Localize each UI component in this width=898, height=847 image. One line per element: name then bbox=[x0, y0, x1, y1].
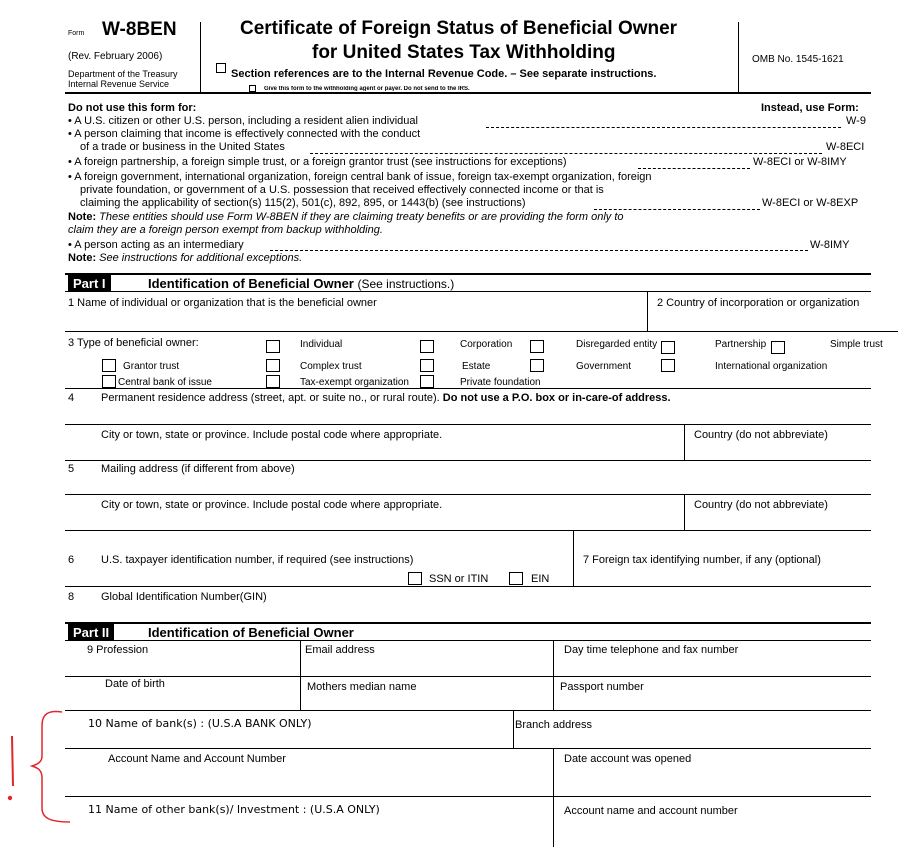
type-simple-trust: Simple trust bbox=[830, 339, 883, 350]
type-central-bank: Central bank of issue bbox=[118, 377, 212, 388]
divider bbox=[513, 710, 514, 748]
line8-label: Global Identification Number(GIN) bbox=[101, 591, 267, 603]
type-tax-exempt: Tax-exempt organization bbox=[300, 377, 409, 388]
do-not-use-heading: Do not use this form for: bbox=[68, 102, 197, 114]
type-international-org: International organization bbox=[715, 361, 828, 372]
line6-number: 6 bbox=[68, 554, 75, 566]
branch-address-label: Branch address bbox=[515, 719, 593, 731]
exclusion-form-w8eci: W-8ECI bbox=[826, 141, 865, 153]
dob-label: Date of birth bbox=[105, 678, 165, 690]
mothers-name-label: Mothers median name bbox=[307, 681, 417, 693]
line6-label: U.S. taxpayer identification number, if required (see instructions) bbox=[101, 554, 414, 566]
give-form-instruction: Give this form to the withholding agent or payer. Do not send to the IRS. bbox=[264, 86, 470, 91]
passport-label: Passport number bbox=[560, 681, 644, 693]
red-bracket-annotation-icon bbox=[0, 700, 80, 830]
email-label: Email address bbox=[305, 644, 375, 656]
part1-tag: Part I bbox=[68, 275, 111, 292]
rule bbox=[65, 494, 871, 495]
checkbox-individual[interactable] bbox=[266, 340, 280, 353]
checkbox-complex-trust[interactable] bbox=[266, 359, 280, 372]
rule bbox=[65, 748, 871, 749]
line4-number: 4 bbox=[68, 392, 75, 404]
dot-leader bbox=[310, 153, 822, 154]
checkbox-private-foundation[interactable] bbox=[420, 375, 434, 388]
rule bbox=[65, 291, 871, 292]
exclusion-form-w9: W-9 bbox=[846, 115, 866, 127]
rule bbox=[65, 530, 871, 531]
checkbox-give-form[interactable] bbox=[249, 85, 256, 92]
form-prefix: Form bbox=[68, 30, 85, 37]
type-grantor-trust: Grantor trust bbox=[123, 361, 180, 372]
line4-warning: Do not use a P.O. box or in-care-of address. bbox=[442, 392, 671, 404]
line10-bank-name: 10 Name of bank(s) : (U.S.A BANK ONLY) bbox=[88, 717, 312, 730]
type-corporation: Corporation bbox=[460, 339, 513, 350]
rule bbox=[65, 424, 871, 425]
checkbox-disregarded[interactable] bbox=[530, 340, 544, 353]
checkbox-international-org[interactable] bbox=[661, 359, 675, 372]
part1-title: Identification of Beneficial Owner bbox=[148, 276, 354, 291]
note-additional-exceptions: See instructions for additional exceptions. bbox=[99, 252, 303, 264]
header-divider-left bbox=[200, 22, 201, 92]
divider bbox=[553, 640, 554, 710]
form-title-line1: Certificate of Foreign Status of Beneficial Owner bbox=[240, 18, 678, 39]
line5-label: Mailing address (if different from above) bbox=[101, 463, 295, 475]
part2-tag: Part II bbox=[68, 624, 114, 641]
checkbox-partnership[interactable] bbox=[661, 341, 675, 354]
checkbox-grantor-trust[interactable] bbox=[102, 359, 116, 372]
rule bbox=[65, 796, 871, 797]
form-number: W-8BEN bbox=[102, 19, 177, 40]
divider bbox=[684, 424, 685, 460]
rule bbox=[65, 586, 871, 587]
line9-profession: 9 Profession bbox=[87, 644, 149, 656]
type-partnership: Partnership bbox=[715, 339, 767, 350]
divider bbox=[684, 494, 685, 530]
exclusion-trade-business: of a trade or business in the United States bbox=[80, 141, 285, 153]
type-private-foundation: Private foundation bbox=[460, 377, 541, 388]
city-label-2: City or town, state or province. Include postal code where appropriate. bbox=[101, 499, 443, 511]
dot-leader bbox=[594, 209, 760, 210]
ein-label: EIN bbox=[531, 573, 550, 585]
phone-label: Day time telephone and fax number bbox=[564, 644, 739, 656]
exclusion-private-foundation: private foundation, or government of a U.S. possession that received effectively connected income or that is bbox=[80, 184, 604, 196]
type-individual: Individual bbox=[300, 339, 343, 350]
note-treaty-line2: claim they are a foreign person exempt from backup withholding. bbox=[68, 224, 383, 236]
irs-label: Internal Revenue Service bbox=[68, 79, 170, 89]
divider bbox=[573, 530, 574, 586]
note-label: Note: bbox=[68, 211, 97, 223]
checkbox-central-bank[interactable] bbox=[102, 375, 116, 388]
exclusion-foreign-government: • A foreign government, international organization, foreign central bank of issue, foreign tax-exempt organization, foreign bbox=[68, 171, 652, 183]
exclusion-form-w8imy: W-8IMY bbox=[810, 239, 850, 251]
exclusion-form-w8eci-w8imy: W-8ECI or W-8IMY bbox=[753, 156, 847, 168]
type-estate: Estate bbox=[462, 361, 491, 372]
exclusion-form-w8eci-w8exp: W-8ECI or W-8EXP bbox=[762, 197, 859, 209]
checkbox-simple-trust[interactable] bbox=[771, 341, 785, 354]
checkbox-section-refs[interactable] bbox=[216, 63, 226, 73]
revision-date: (Rev. February 2006) bbox=[68, 51, 163, 62]
checkbox-government[interactable] bbox=[530, 359, 544, 372]
dot-leader bbox=[638, 168, 750, 169]
line1-label: 1 Name of individual or organization that is the beneficial owner bbox=[68, 297, 377, 309]
rule bbox=[65, 331, 898, 332]
city-label-1: City or town, state or province. Include postal code where appropriate. bbox=[101, 429, 443, 441]
rule bbox=[65, 460, 871, 461]
line4-label: Permanent residence address (street, apt. or suite no., or rural route). bbox=[101, 392, 440, 404]
checkbox-ssn-itin[interactable] bbox=[408, 572, 422, 585]
exclusion-us-citizen: • A U.S. citizen or other U.S. person, including a resident alien individual bbox=[68, 115, 418, 127]
ssn-itin-label: SSN or ITIN bbox=[429, 573, 489, 585]
exclusion-section-applicability: claiming the applicability of section(s) 115(2), 501(c), 892, 895, or 1443(b) (see instructions) bbox=[80, 197, 526, 209]
type-government: Government bbox=[576, 361, 632, 372]
line7-label: 7 Foreign tax identifying number, if any (optional) bbox=[583, 554, 821, 566]
checkbox-tax-exempt[interactable] bbox=[266, 375, 280, 388]
part2-top-rule bbox=[65, 622, 871, 624]
rule bbox=[65, 388, 871, 389]
divider bbox=[300, 640, 301, 710]
department: Department of the Treasury bbox=[68, 69, 178, 79]
line5-number: 5 bbox=[68, 463, 75, 475]
line8-number: 8 bbox=[68, 591, 75, 603]
rule bbox=[65, 640, 871, 641]
exclusion-effectively-connected: • A person claiming that income is effectively connected with the conduct bbox=[68, 128, 421, 140]
account2-label: Account name and account number bbox=[564, 805, 738, 817]
header-divider-right bbox=[738, 22, 739, 92]
section-references: Section references are to the Internal Revenue Code. – See separate instructions. bbox=[231, 68, 657, 80]
note-label-2: Note: bbox=[68, 252, 97, 264]
date-opened-label: Date account was opened bbox=[564, 753, 692, 765]
note-treaty-line1: These entities should use Form W-8BEN if they are claiming treaty benefits or are providing the form only to bbox=[99, 211, 624, 223]
line2-label: 2 Country of incorporation or organization bbox=[657, 297, 860, 309]
divider bbox=[553, 748, 554, 847]
country-label-2: Country (do not abbreviate) bbox=[694, 499, 828, 511]
dot-leader bbox=[270, 250, 808, 251]
header-rule bbox=[65, 92, 871, 94]
instead-use-heading: Instead, use Form: bbox=[761, 102, 859, 114]
rule bbox=[65, 710, 871, 711]
dot-leader bbox=[486, 127, 841, 128]
part1-top-rule bbox=[65, 273, 871, 275]
checkbox-ein[interactable] bbox=[509, 572, 523, 585]
form-title-line2: for United States Tax Withholding bbox=[312, 42, 616, 63]
type-disregarded: Disregarded entity bbox=[576, 339, 658, 350]
checkbox-estate[interactable] bbox=[420, 359, 434, 372]
part1-see-instructions: (See instructions.) bbox=[357, 277, 455, 291]
omb-number: OMB No. 1545-1621 bbox=[752, 54, 844, 65]
account-name-label: Account Name and Account Number bbox=[108, 753, 286, 765]
part2-title: Identification of Beneficial Owner bbox=[148, 625, 354, 640]
line3-label: 3 Type of beneficial owner: bbox=[68, 337, 199, 349]
line11-other-bank: 11 Name of other bank(s)/ Investment : (U.S.A ONLY) bbox=[88, 803, 380, 816]
divider bbox=[647, 291, 648, 331]
country-label-1: Country (do not abbreviate) bbox=[694, 429, 828, 441]
rule bbox=[65, 676, 871, 677]
exclusion-intermediary: • A person acting as an intermediary bbox=[68, 239, 244, 251]
type-complex-trust: Complex trust bbox=[300, 361, 362, 372]
checkbox-corporation[interactable] bbox=[420, 340, 434, 353]
exclusion-foreign-partnership: • A foreign partnership, a foreign simple trust, or a foreign grantor trust (see instructions for exceptions) bbox=[68, 156, 567, 168]
